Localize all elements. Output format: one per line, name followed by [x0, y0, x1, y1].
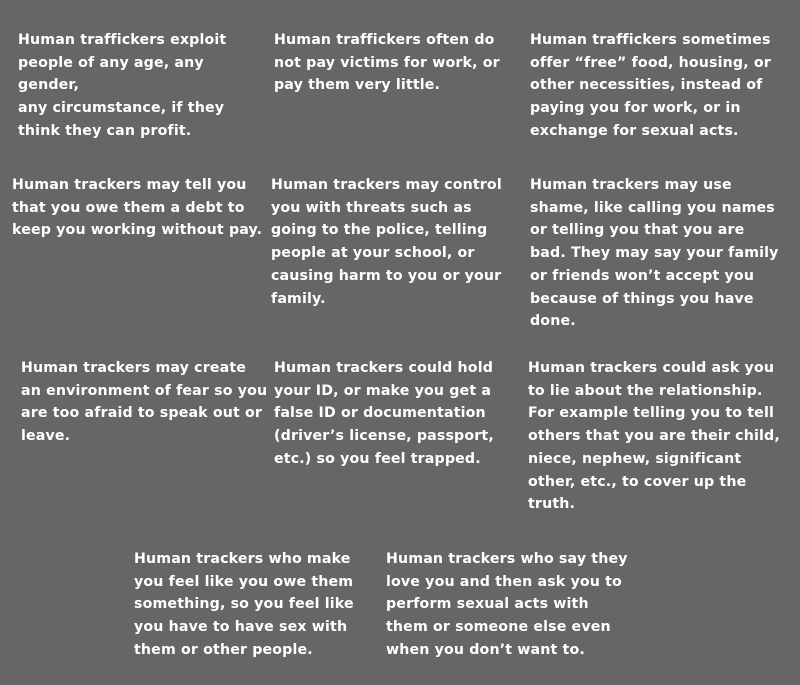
info-card-shame: Human trackers may use shame, like calling you names or telling you that you are bad. They may say your family or friends won’t accept you because of things you have done. [530, 177, 779, 330]
info-card-lie-relationship: Human trackers could ask you to lie about the relationship. For example telling you to tell others that you are their child, niece, nephew, significant other, etc., to cover up the truth. [528, 360, 780, 513]
info-card-threats: Human trackers may control you with threats such as going to the police, telling people at your school, or causing harm to you or your family. [271, 177, 502, 307]
info-card-no-pay: Human traffickers often do not pay victims for work, or pay them very little. [274, 32, 500, 94]
info-card-free-necessities: Human traffickers sometimes offer “free” food, housing, or other necessities, instead of paying you for work, or in exchange for sexual acts. [530, 32, 771, 139]
info-card-owe-them: Human trackers who make you feel like you owe them something, so you feel like you have to have sex with them or other people. [134, 551, 354, 658]
info-card-love-manipulation: Human trackers who say they love you and then ask you to perform sexual acts with them or someone else even when you don’t want to. [386, 551, 628, 658]
info-card-fear: Human trackers may create an environment of fear so you are too afraid to speak out or leave. [21, 360, 268, 445]
info-card-debt: Human trackers may tell you that you owe them a debt to keep you working without pay. [12, 177, 263, 239]
info-card-hold-id: Human trackers could hold your ID, or make you get a false ID or documentation (driver’s license, passport, etc.) so you feel trapped. [274, 360, 494, 467]
info-card-exploit-anyone: Human traffickers exploit people of any age, any gender, any circumstance, if they think they can profit. [18, 32, 227, 139]
